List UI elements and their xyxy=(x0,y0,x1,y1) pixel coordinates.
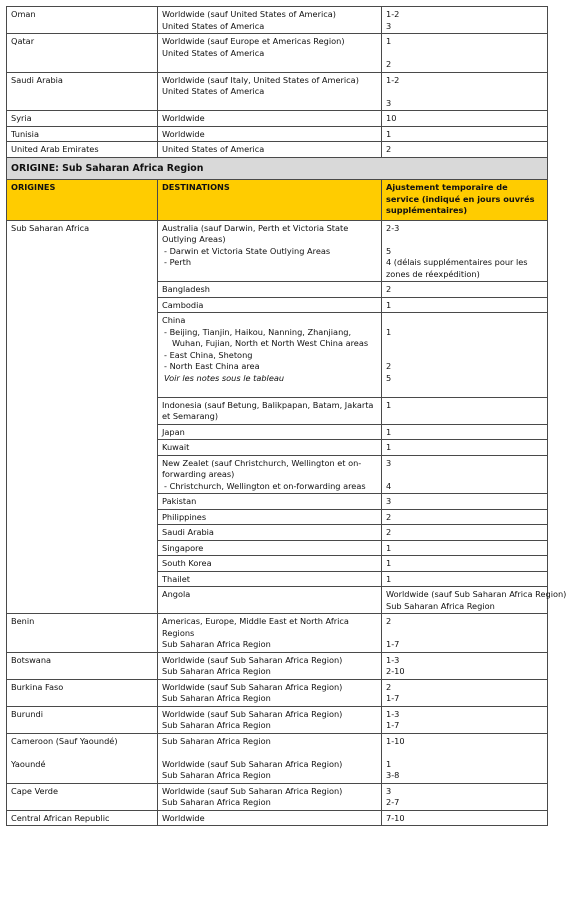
destination-cell: Sub Saharan Africa Region Worldwide (sauf Sub Saharan Africa Region) Sub Saharan Africa Region xyxy=(158,733,382,783)
table-row-tunisia xyxy=(7,126,548,142)
origin-cell: Burkina Faso xyxy=(7,679,158,706)
header-adjustment: Ajustement temporaire de service (indiqué en jours ouvrés supplémentaires) xyxy=(382,180,548,221)
adjustment-cell: 1 xyxy=(382,540,548,556)
bullet-dash: - xyxy=(164,361,170,371)
bullet-dash: - xyxy=(164,245,170,256)
table-row-saudi-arabia xyxy=(7,72,548,111)
origin-cell: Saudi Arabia xyxy=(7,72,158,111)
destination-cell: Worldwide (sauf Sub Saharan Africa Region) Sub Saharan Africa Region xyxy=(158,706,382,733)
adjustment-cell: 3 2-7 xyxy=(382,783,548,810)
bullet-dash: - xyxy=(164,349,170,360)
origin-cell: Botswana xyxy=(7,652,158,679)
destination-cell: Worldwide xyxy=(158,111,382,127)
adjustment-cell: 1 2 5 xyxy=(382,313,548,398)
adjustment-cell: 1 xyxy=(382,571,548,587)
bullet-dash: - xyxy=(164,257,170,267)
origin-cell-sub-saharan-africa: Sub Saharan Africa xyxy=(7,220,158,614)
table-row-uae xyxy=(7,142,548,158)
header-destinations: DESTINATIONS xyxy=(158,180,382,221)
destination-cell: Australia (sauf Darwin, Perth et Victoria State Outlying Areas) - Darwin et Victoria State Outlying Areas - Perth xyxy=(158,220,382,282)
destination-cell: Worldwide (sauf Sub Saharan Africa Region) Sub Saharan Africa Region xyxy=(158,652,382,679)
adjustment-cell: 1 xyxy=(382,424,548,440)
table-row-burundi xyxy=(7,706,548,733)
destination-cell: Cambodia xyxy=(158,297,382,313)
section-title: ORIGINE: Sub Saharan Africa Region xyxy=(7,157,548,180)
table-row-cape-verde xyxy=(7,783,548,810)
adjustment-cell: 1-2 3 xyxy=(382,7,548,34)
destination-cell: Worldwide (sauf United States of America) United States of America xyxy=(158,7,382,34)
destination-cell: Worldwide (sauf Italy, United States of America) United States of America xyxy=(158,72,382,111)
origin-cell: Cameroon (Sauf Yaoundé) Yaoundé xyxy=(7,733,158,783)
adjustment-cell: 1 xyxy=(382,556,548,572)
adjustment-cell: 2 1-7 xyxy=(382,679,548,706)
adjustment-cell: 1 xyxy=(382,397,548,424)
section-row xyxy=(7,157,548,180)
table-header-row xyxy=(7,180,548,221)
destination-cell: Singapore xyxy=(158,540,382,556)
destination-cell: Worldwide xyxy=(158,810,382,826)
service-adjustment-table xyxy=(6,6,566,826)
bullet-dash: - xyxy=(164,326,170,337)
origin-cell: Tunisia xyxy=(7,126,158,142)
destination-cell: Thailet xyxy=(158,571,382,587)
destination-cell: Philippines xyxy=(158,509,382,525)
adjustment-cell: 2 xyxy=(382,509,548,525)
origin-cell: Benin xyxy=(7,614,158,653)
china-note: Voir les notes sous le tableau xyxy=(164,372,285,383)
adjustment-cell: 1-3 1-7 xyxy=(382,706,548,733)
adjustment-cell: 2 xyxy=(382,142,548,158)
destination-cell: Japan xyxy=(158,424,382,440)
header-origins: ORIGINES xyxy=(7,180,158,221)
destination-cell: New Zealet (sauf Christchurch, Wellington et on-forwarding areas) - Christchurch, Wellington et on-forwarding areas xyxy=(158,455,382,494)
adjustment-cell: 2 1-7 xyxy=(382,614,548,653)
destination-cell: Indonesia (sauf Betung, Balikpapan, Batam, Jakarta et Semarang) xyxy=(158,397,382,424)
table-row-central-african-republic xyxy=(7,810,548,826)
destination-cell: Americas, Europe, Middle East et North Africa Regions Sub Saharan Africa Region xyxy=(158,614,382,653)
origin-cell: Qatar xyxy=(7,34,158,73)
adjustment-cell: 3 xyxy=(382,494,548,510)
table-row-burkina-faso xyxy=(7,679,548,706)
destination-cell: China - Beijing, Tianjin, Haikou, Nanning, Zhanjiang, Wuhan, Fujian, North et North West China areas - East China, Shetong - North East China area Voir les notes sous le tableau xyxy=(158,313,382,398)
table-row-botswana xyxy=(7,652,548,679)
adjustment-cell: 2 xyxy=(382,282,548,298)
destination-cell: Worldwide (sauf Sub Saharan Africa Region) Sub Saharan Africa Region xyxy=(158,783,382,810)
destination-cell: Worldwide (sauf Sub Saharan Africa Region) Sub Saharan Africa Region xyxy=(382,587,548,614)
destination-cell: Worldwide xyxy=(158,126,382,142)
adjustment-cell: 1-3 2-10 xyxy=(382,652,548,679)
table-row-oman xyxy=(7,7,548,34)
origin-cell: Burundi xyxy=(7,706,158,733)
adjustment-cell: 1 xyxy=(382,126,548,142)
origin-cell: Syria xyxy=(7,111,158,127)
origin-cell: United Arab Emirates xyxy=(7,142,158,158)
origin-cell: Oman xyxy=(7,7,158,34)
destination-cell: South Korea xyxy=(158,556,382,572)
adjustment-cell: 1 xyxy=(382,297,548,313)
destination-cell: Kuwait xyxy=(158,440,382,456)
adjustment-cell: 1 xyxy=(382,440,548,456)
adjustment-cell: 10 xyxy=(382,111,548,127)
table-row-qatar xyxy=(7,34,548,73)
origin-cell: Angola xyxy=(158,587,382,614)
destination-cell: Pakistan xyxy=(158,494,382,510)
table-row-syria xyxy=(7,111,548,127)
bullet-dash: - xyxy=(164,480,170,491)
adjustment-cell: 2-3 5 4 (délais supplémentaires pour les zones de réexpédition) xyxy=(382,220,548,282)
adjustment-cell: 3 4 xyxy=(382,455,548,494)
destination-cell: Worldwide (sauf Sub Saharan Africa Region) Sub Saharan Africa Region xyxy=(158,679,382,706)
adjustment-cell: 1-10 1 3-8 xyxy=(382,733,548,783)
destination-cell: United States of America xyxy=(158,142,382,158)
adjustment-cell: 2 xyxy=(382,525,548,541)
destination-cell: Bangladesh xyxy=(158,282,382,298)
table-row-cameroon xyxy=(7,733,548,783)
origin-cell: Central African Republic xyxy=(7,810,158,826)
adjustment-cell: 1 2 xyxy=(382,34,548,73)
origin-cell: Cape Verde xyxy=(7,783,158,810)
table-row-benin xyxy=(7,614,548,653)
adjustment-cell: 7-10 xyxy=(382,810,548,826)
adjustment-cell: 1-2 3 xyxy=(382,72,548,111)
destination-cell: Worldwide (sauf Europe et Americas Region) United States of America xyxy=(158,34,382,73)
table-row-ssa-australia xyxy=(7,220,548,282)
destination-cell: Saudi Arabia xyxy=(158,525,382,541)
